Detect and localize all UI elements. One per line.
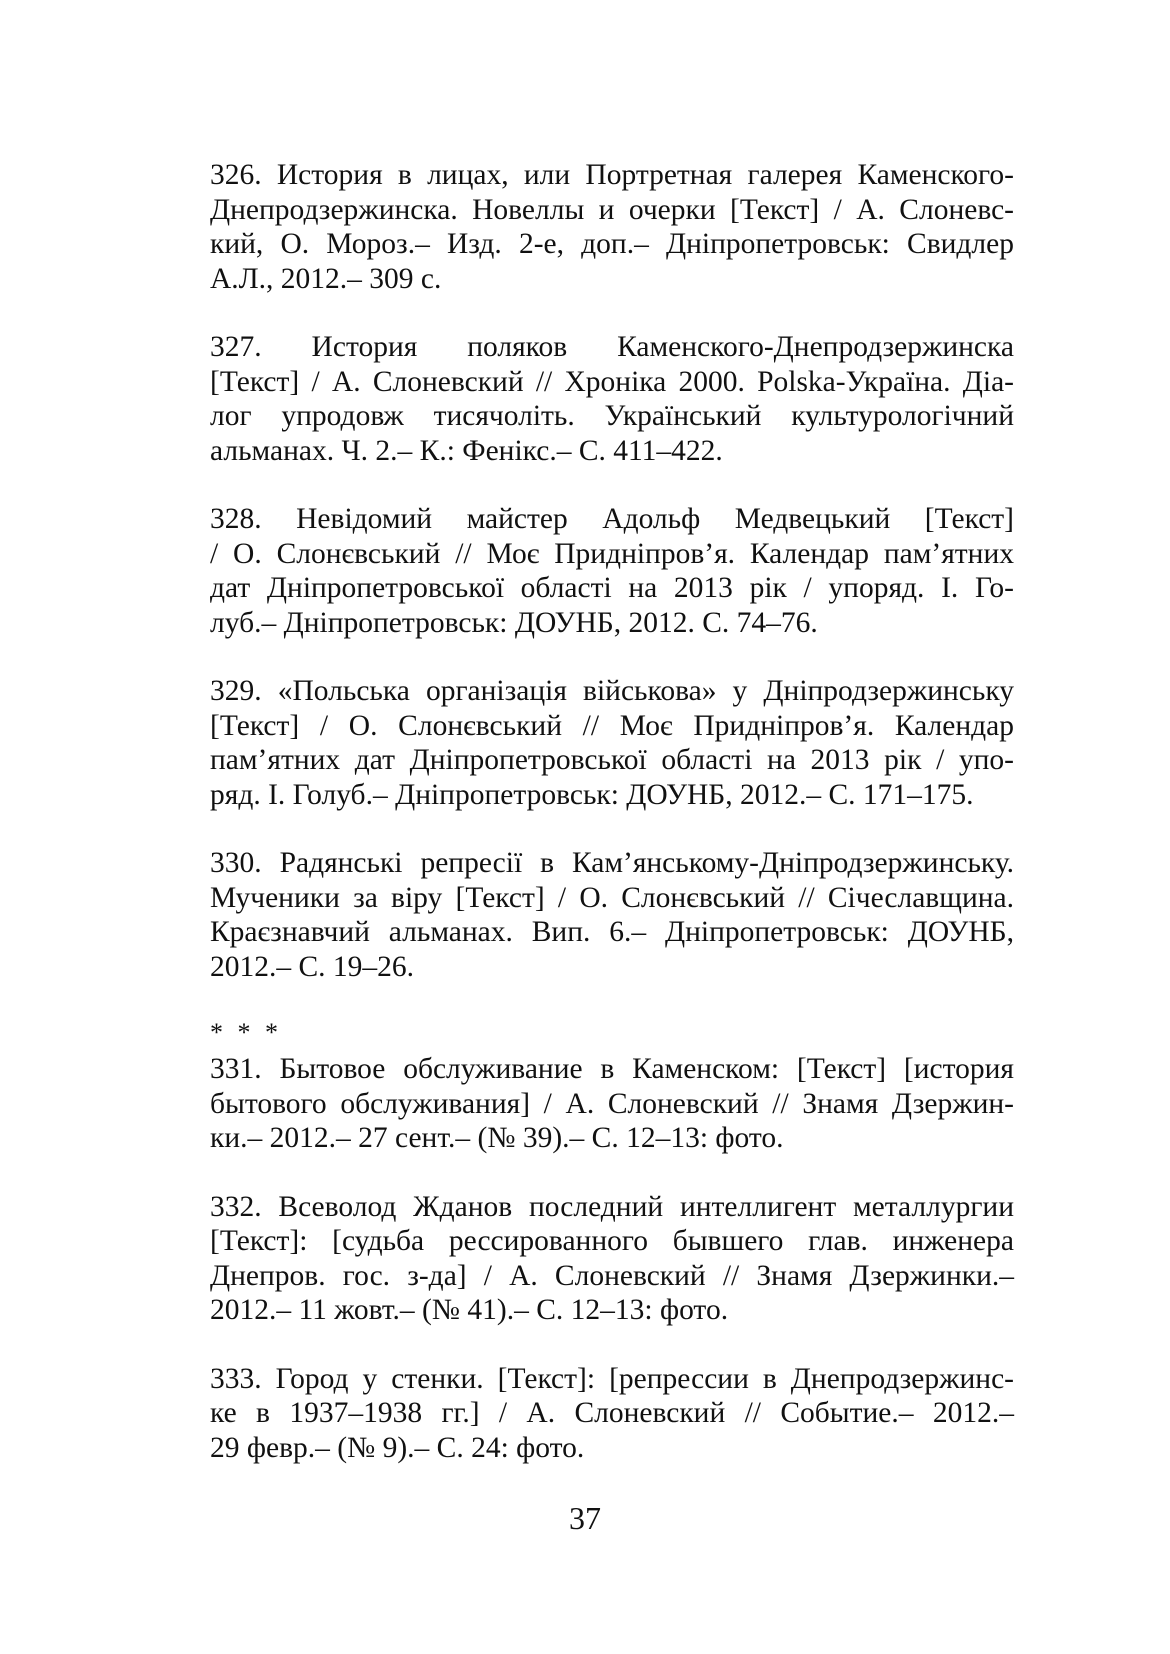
entry-line: луб.– Дніпропетровськ: ДОУНБ, 2012. С. 74–76.	[210, 606, 818, 639]
entries-before-separator	[210, 158, 1014, 984]
entry-line: 2012.– С. 19–26.	[210, 950, 415, 983]
page-number: 37	[569, 1500, 601, 1536]
entry-text	[210, 502, 1014, 640]
entry-line: пам’ятних дат Дніпропетровської області на 2013 рік / упо-	[210, 744, 1014, 776]
entry-text	[210, 330, 1014, 468]
bibliography-entry	[210, 1190, 1014, 1328]
entry-line: лог упродовж тисячоліть. Український культурологічний	[210, 400, 1014, 432]
entry-line: 2012.– 11 жовт.– (№ 41).– С. 12–13: фото.	[210, 1294, 729, 1326]
entry-text	[210, 674, 1014, 812]
bibliography-entry	[210, 502, 1014, 640]
entry-line: 329. «Польська організація військова» у Дніпродзержинську	[210, 675, 1014, 707]
entry-line: А.Л., 2012.– 309 с.	[210, 262, 442, 295]
bibliography-entry	[210, 158, 1014, 296]
bibliography-entry	[210, 330, 1014, 468]
entry-line: [Текст] / А. Слоневский // Хроніка 2000. Polska-Україна. Діа-	[210, 365, 1014, 398]
entry-line: ки.– 2012.– 27 сент.– (№ 39).– С. 12–13: фото.	[210, 1122, 784, 1154]
bibliography-entry	[210, 1052, 1014, 1156]
entry-text	[210, 1190, 1014, 1328]
entry-line: Днепров. гос. з-да] / А. Слоневский // Знамя Дзержинки.–	[210, 1259, 1014, 1292]
entry-line: 328. Невідомий майстер Адольф Медвецький [Текст]	[210, 503, 1014, 535]
entry-line: альманах. Ч. 2.– К.: Фенікс.– С. 411–422.	[210, 434, 723, 467]
entry-line: 330. Радянські репресії в Кам’янському-Дніпродзержинську.	[210, 847, 1014, 879]
bibliography-entry	[210, 1362, 1014, 1466]
entry-line: Мученики за віру [Текст] / О. Слонєвський // Січеславщина.	[210, 881, 1014, 914]
bibliography-entry	[210, 674, 1014, 812]
entry-text	[210, 846, 1014, 984]
entry-line: ке в 1937–1938 гг.] / А. Слоневский // Событие.– 2012.–	[210, 1397, 1014, 1429]
entry-line: 331. Бытовое обслуживание в Каменском: [Текст] [история	[210, 1053, 1014, 1085]
section-separator: * * *	[210, 1018, 282, 1047]
entry-text	[210, 1362, 1014, 1466]
entry-line: ряд. І. Голуб.– Дніпропетровськ: ДОУНБ, 2012.– С. 171–175.	[210, 778, 974, 811]
entry-line: 333. Город у стенки. [Текст]: [репрессии в Днепродзержинс-	[210, 1362, 1014, 1395]
entry-line: Днепродзержинска. Новеллы и очерки [Текст] / А. Слоневс-	[210, 193, 1014, 226]
bibliography-entry	[210, 846, 1014, 984]
entries-after-separator	[210, 1052, 1014, 1465]
entry-line: дат Дніпропетровської області на 2013 рік / упоряд. І. Го-	[210, 572, 1014, 604]
entry-line: бытового обслуживания] / А. Слоневский // Знамя Дзержин-	[210, 1087, 1014, 1120]
entry-line: [Текст]: [судьба рессированного бывшего глав. инженера	[210, 1225, 1014, 1257]
entry-line: 332. Всеволод Жданов последний интеллигент металлургии	[210, 1190, 1014, 1223]
entry-line: 29 февр.– (№ 9).– С. 24: фото.	[210, 1431, 585, 1464]
bibliography-page	[210, 158, 1014, 1499]
entry-line: Краєзнавчий альманах. Вип. 6.– Дніпропетровськ: ДОУНБ,	[210, 916, 1014, 948]
entry-line: кий, О. Мороз.– Изд. 2-е, доп.– Дніпропетровськ: Свидлер	[210, 228, 1014, 260]
entry-text	[210, 1052, 1014, 1156]
entry-line: [Текст] / О. Слонєвський // Моє Придніпров’я. Календар	[210, 709, 1014, 742]
entry-line: / О. Слонєвський // Моє Придніпров’я. Календар пам’ятних	[210, 537, 1014, 570]
entry-line: 327. История поляков Каменского-Днепродзержинска	[210, 331, 1014, 363]
entry-text	[210, 158, 1014, 296]
entry-line: 326. История в лицах, или Портретная галерея Каменского-	[210, 159, 1014, 191]
